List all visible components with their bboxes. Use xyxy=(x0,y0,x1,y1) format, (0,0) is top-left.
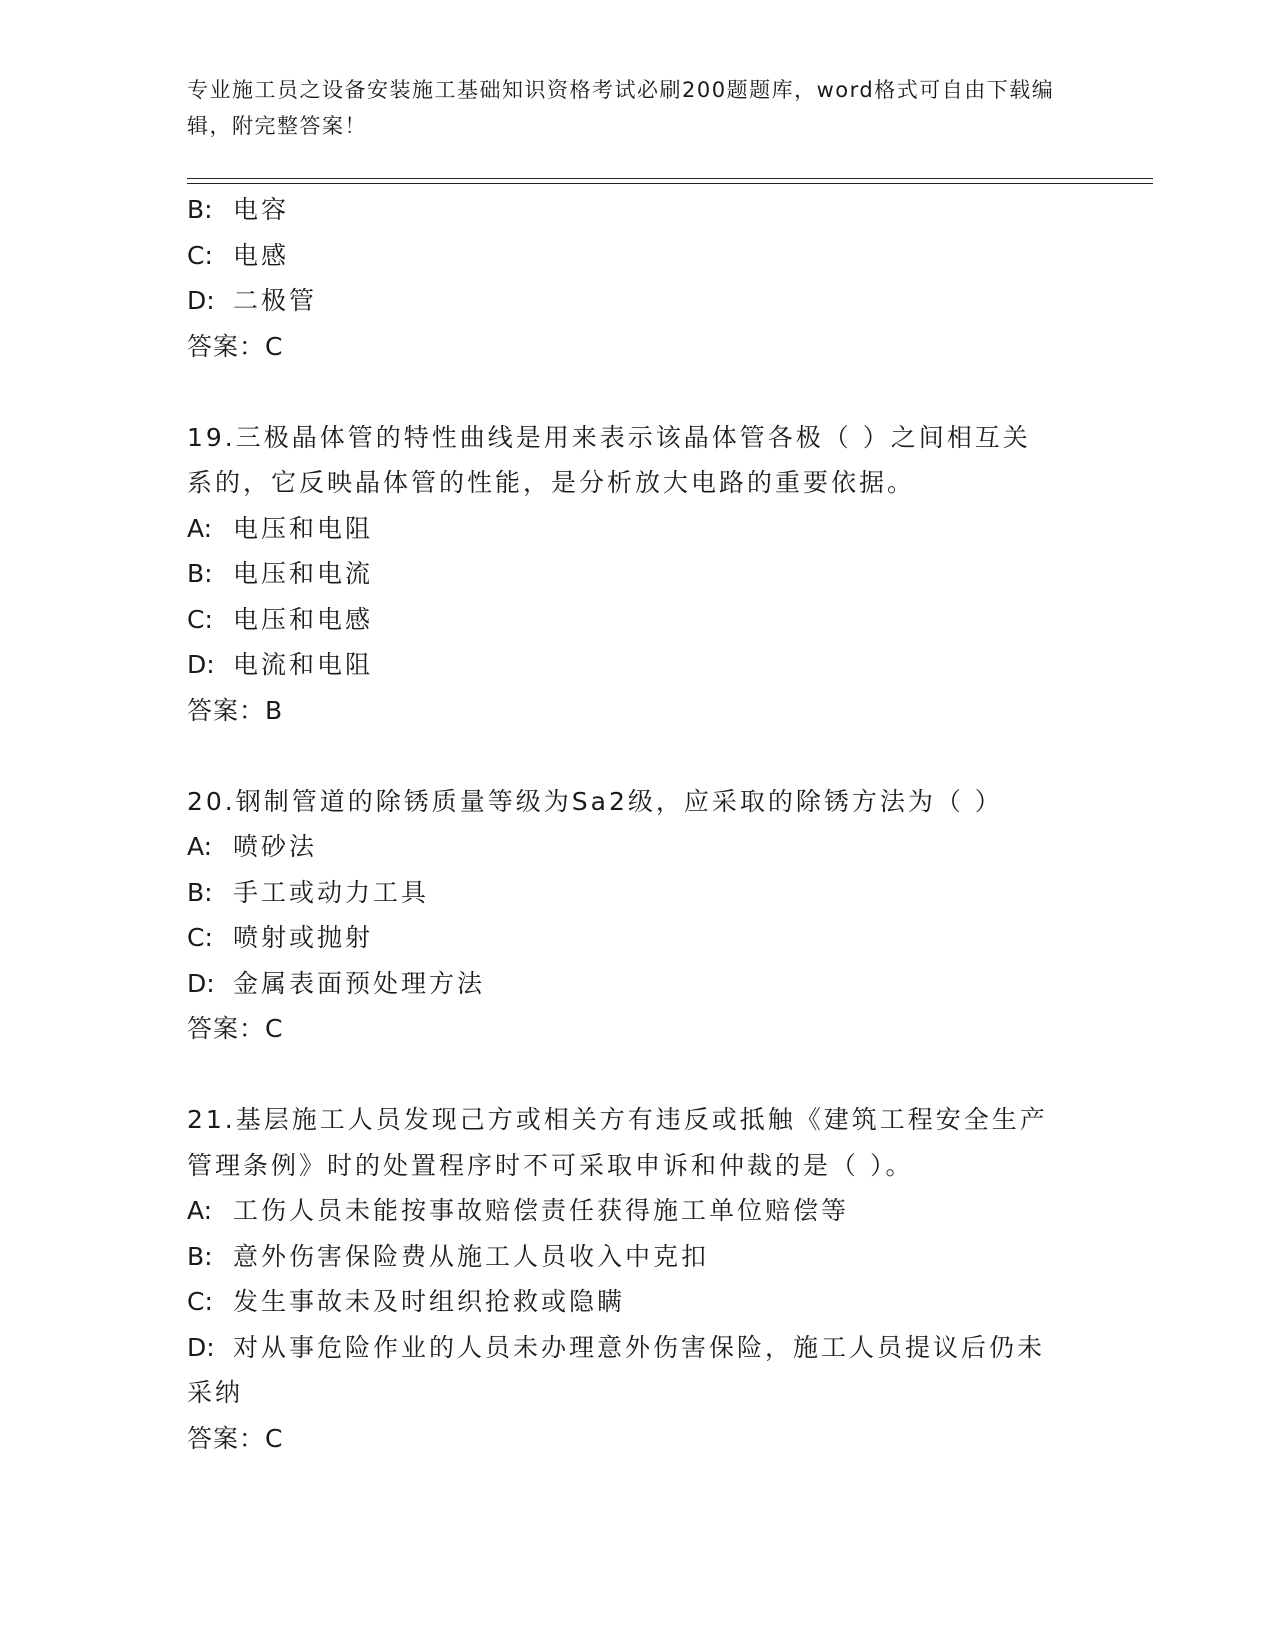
carryover-question xyxy=(187,187,1087,369)
header-rule-bottom xyxy=(187,183,1153,184)
header-rule-top xyxy=(187,178,1153,179)
option-a: A: 工伤人员未能按事故赔偿责任获得施工单位赔偿等 xyxy=(187,1196,850,1225)
question-stem-line: 系的，它反映晶体管的性能，是分析放大电路的重要依据。 xyxy=(187,468,916,497)
question-list xyxy=(187,187,1087,1461)
option-c: C: 喷射或抛射 xyxy=(187,923,374,952)
question-stem-line: 20.钢制管道的除锈质量等级为Sa2级，应采取的除锈方法为（ ） xyxy=(187,786,1003,816)
answer-line: 答案：C xyxy=(187,331,284,361)
option-d: D: 对从事危险作业的人员未办理意外伤害保险，施工人员提议后仍未 xyxy=(187,1332,1046,1362)
option-b: B: 电压和电流 xyxy=(187,559,374,588)
option-c: C: 发生事故未及时组织抢救或隐瞒 xyxy=(187,1287,626,1316)
question-stem-line: 19.三极晶体管的特性曲线是用来表示该晶体管各极（ ）之间相互关 xyxy=(187,422,1031,452)
option-d-continuation: 采纳 xyxy=(187,1378,244,1407)
document-header: 专业施工员之设备安装施工基础知识资格考试必刷200题题库，word格式可自由下载编辑，附完整答案！ xyxy=(187,78,1055,138)
option-b: B: 意外伤害保险费从施工人员收入中克扣 xyxy=(187,1241,710,1271)
answer-line: 答案：C xyxy=(187,1014,284,1043)
question-stem-line: 管理条例》时的处置程序时不可采取申诉和仲裁的是（ ）。 xyxy=(187,1150,914,1180)
option-b: B: 手工或动力工具 xyxy=(187,877,430,907)
question-stem-line: 21.基层施工人员发现己方或相关方有违反或抵触《建筑工程安全生产 xyxy=(187,1105,1048,1134)
option-d: D: 金属表面预处理方法 xyxy=(187,968,486,998)
answer-line: 答案：C xyxy=(187,1423,284,1453)
option-a: A: 电压和电阻 xyxy=(187,513,374,543)
option-c: C: 电感 xyxy=(187,240,290,270)
question-19 xyxy=(187,415,1087,734)
option-c: C: 电压和电感 xyxy=(187,604,374,634)
option-d: D: 二极管 xyxy=(187,286,318,315)
option-d: D: 电流和电阻 xyxy=(187,650,374,679)
option-a: A: 喷砂法 xyxy=(187,832,318,861)
question-20 xyxy=(187,779,1087,1052)
question-21 xyxy=(187,1097,1087,1461)
option-b: B: 电容 xyxy=(187,195,290,224)
answer-line: 答案：B xyxy=(187,695,284,725)
